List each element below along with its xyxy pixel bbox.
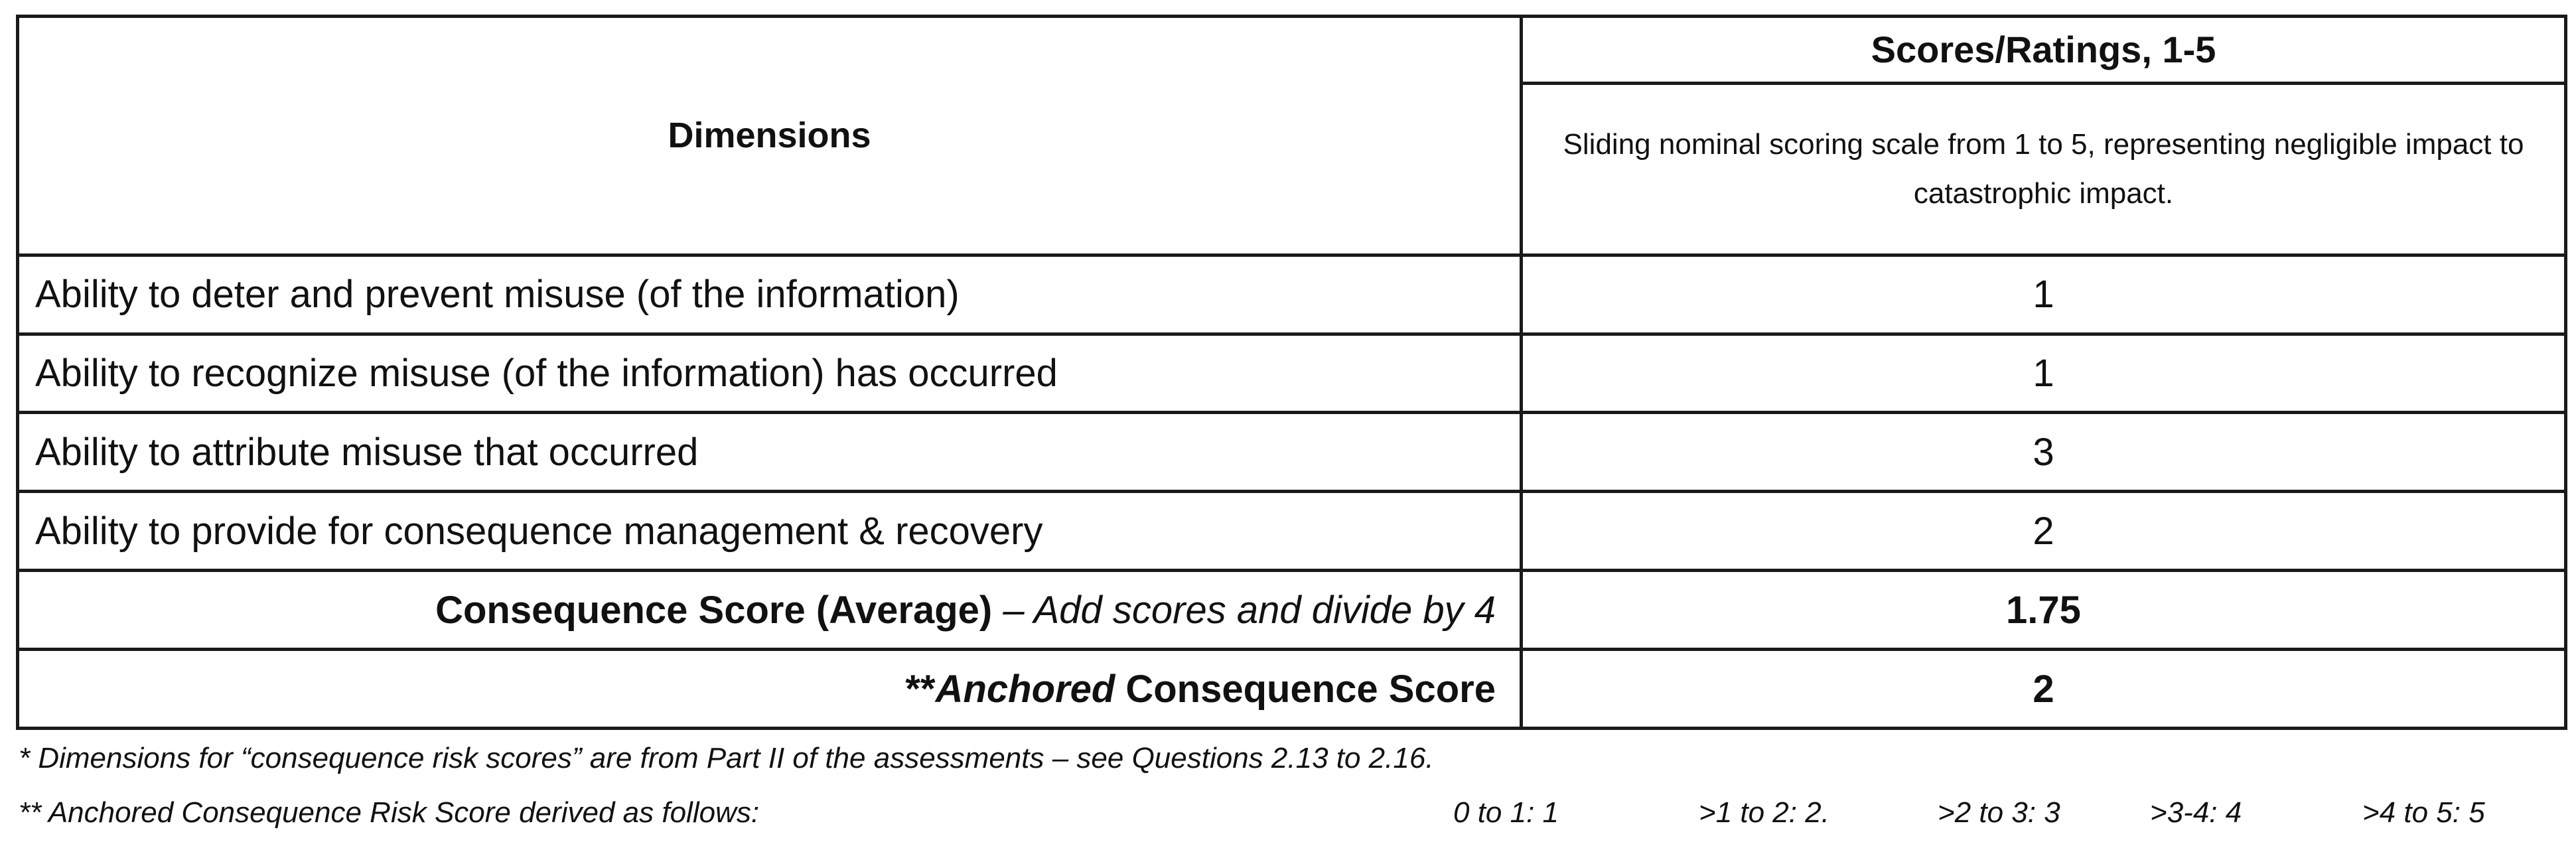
anchor-range: 0 to 1: 1 — [1453, 796, 1559, 829]
footnote-dimensions: * Dimensions for “consequence risk scores” are from Part II of the assessments – see Questions 2.13 to 2.16. — [19, 742, 1434, 774]
anchored-row — [18, 650, 2566, 729]
score-cell — [1522, 334, 2566, 413]
scores-header-description-text: Sliding nominal scoring scale from 1 to 5, representing negligible impact to catastrophic impact. — [1563, 127, 2524, 210]
average-score — [1522, 571, 2566, 650]
average-label-italic: – Add scores and divide by 4 — [992, 588, 1496, 632]
dimension-label: Ability to attribute misuse that occurred — [35, 430, 699, 474]
score-cell — [1522, 413, 2566, 492]
table-row — [18, 492, 2566, 571]
scores-header-title-text: Scores/Ratings, 1-5 — [1871, 29, 2216, 71]
anchor-range: >2 to 3: 3 — [1938, 796, 2060, 829]
anchored-label — [18, 650, 1522, 729]
anchor-range: >4 to 5: 5 — [2362, 796, 2485, 829]
average-label — [18, 571, 1522, 650]
score-value: 1 — [2033, 352, 2054, 395]
dimension-label: Ability to provide for consequence management & recovery — [35, 509, 1043, 553]
average-label-bold: Consequence Score (Average) — [435, 588, 993, 632]
dimension-label: Ability to recognize misuse (of the information) has occurred — [35, 352, 1058, 395]
score-cell — [1522, 255, 2566, 334]
table-row — [18, 334, 2566, 413]
score-cell — [1522, 492, 2566, 571]
anchored-score-value: 2 — [2033, 667, 2054, 711]
consequence-score-table — [16, 15, 2567, 730]
average-score-value: 1.75 — [2006, 588, 2081, 632]
anchored-score — [1522, 650, 2566, 729]
dimensions-header-text: Dimensions — [668, 115, 871, 156]
dimension-cell — [18, 255, 1522, 334]
dimension-cell — [18, 334, 1522, 413]
dimension-label: Ability to deter and prevent misuse (of the information) — [35, 273, 960, 317]
average-row — [18, 571, 2566, 650]
anchor-range: >3-4: 4 — [2150, 796, 2242, 829]
dimensions-header — [18, 17, 1522, 255]
dimension-cell — [18, 413, 1522, 492]
scores-header-title — [1522, 17, 2566, 84]
dimension-cell — [18, 492, 1522, 571]
score-value: 3 — [2033, 430, 2054, 474]
footnote-anchored: ** Anchored Consequence Risk Score derived as follows: — [19, 796, 760, 829]
anchored-prefix: ** — [905, 667, 936, 711]
anchored-label-rest: Consequence Score — [1115, 667, 1496, 711]
anchor-range: >1 to 2: 2. — [1699, 796, 1829, 829]
anchored-label-italic: Anchored — [935, 667, 1115, 711]
scores-header-description — [1522, 83, 2566, 255]
score-value: 1 — [2033, 273, 2054, 317]
score-value: 2 — [2033, 509, 2054, 553]
table-row — [18, 255, 2566, 334]
table-row — [18, 413, 2566, 492]
